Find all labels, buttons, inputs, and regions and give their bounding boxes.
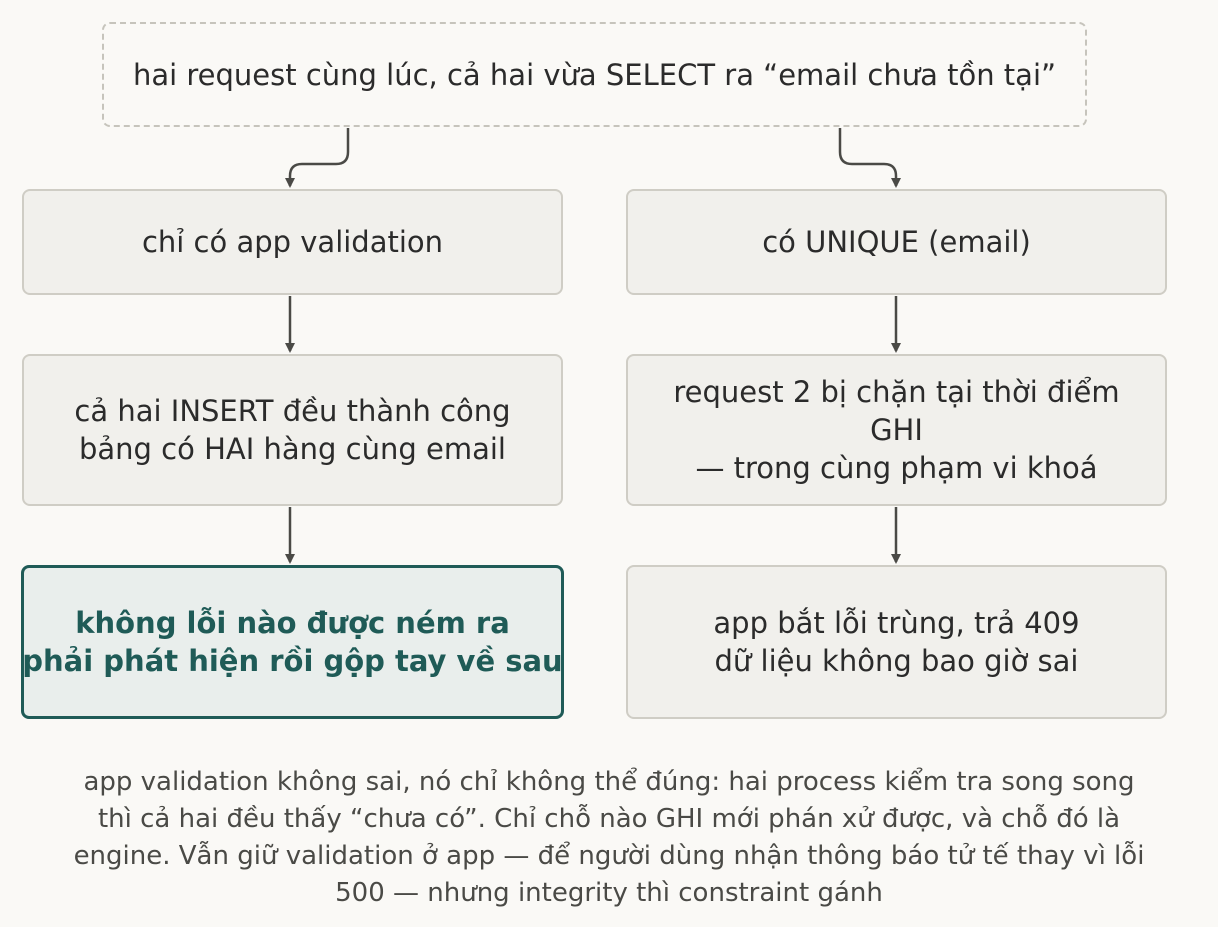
right-node-1-line: có UNIQUE (email) [762, 225, 1031, 259]
caption-line-2: thì cả hai đều thấy “chưa có”. Chỉ chỗ nào GHI mới phán xử được, và chỗ đó là [97, 804, 1121, 834]
right-node-2-line-3: — trong cùng phạm vi khoá [695, 451, 1098, 485]
right-node-2-line-2: GHI [870, 413, 923, 447]
diagram-caption [20, 764, 1198, 912]
right-node-unique-constraint [626, 189, 1167, 295]
left-node-outcome-highlight [21, 565, 564, 719]
right-node-3-line-2: dữ liệu không bao giờ sai [714, 644, 1079, 678]
start-node [102, 22, 1087, 127]
left-node-2-line-2: bảng có HAI hàng cùng email [79, 432, 506, 466]
left-node-3-line-2: phải phát hiện rồi gộp tay về sau [22, 644, 563, 678]
left-node-1-line: chỉ có app validation [141, 225, 444, 259]
edge-top-to-right [840, 128, 896, 186]
left-node-3-line-1: không lỗi nào được ném ra [75, 606, 510, 640]
left-node-app-validation [22, 189, 563, 295]
caption-line-1: app validation không sai, nó chỉ không thể đúng: hai process kiểm tra song song [83, 767, 1135, 797]
edge-top-to-left [290, 128, 348, 186]
start-node-line: hai request cùng lúc, cả hai vừa SELECT ra “email chưa tồn tại” [132, 57, 1057, 92]
left-node-2-line-1: cả hai INSERT đều thành công [74, 394, 511, 428]
left-node-double-insert [22, 354, 563, 506]
caption-line-3: engine. Vẫn giữ validation ở app — để người dùng nhận thông báo tử tế thay vì lỗi [73, 841, 1145, 871]
caption-line-4: 500 — nhưng integrity thì constraint gánh [335, 878, 883, 908]
right-node-request-blocked [626, 354, 1167, 506]
right-node-outcome [626, 565, 1167, 719]
right-node-2-line-1: request 2 bị chặn tại thời điểm [673, 375, 1120, 409]
right-node-3-line-1: app bắt lỗi trùng, trả 409 [713, 606, 1080, 640]
